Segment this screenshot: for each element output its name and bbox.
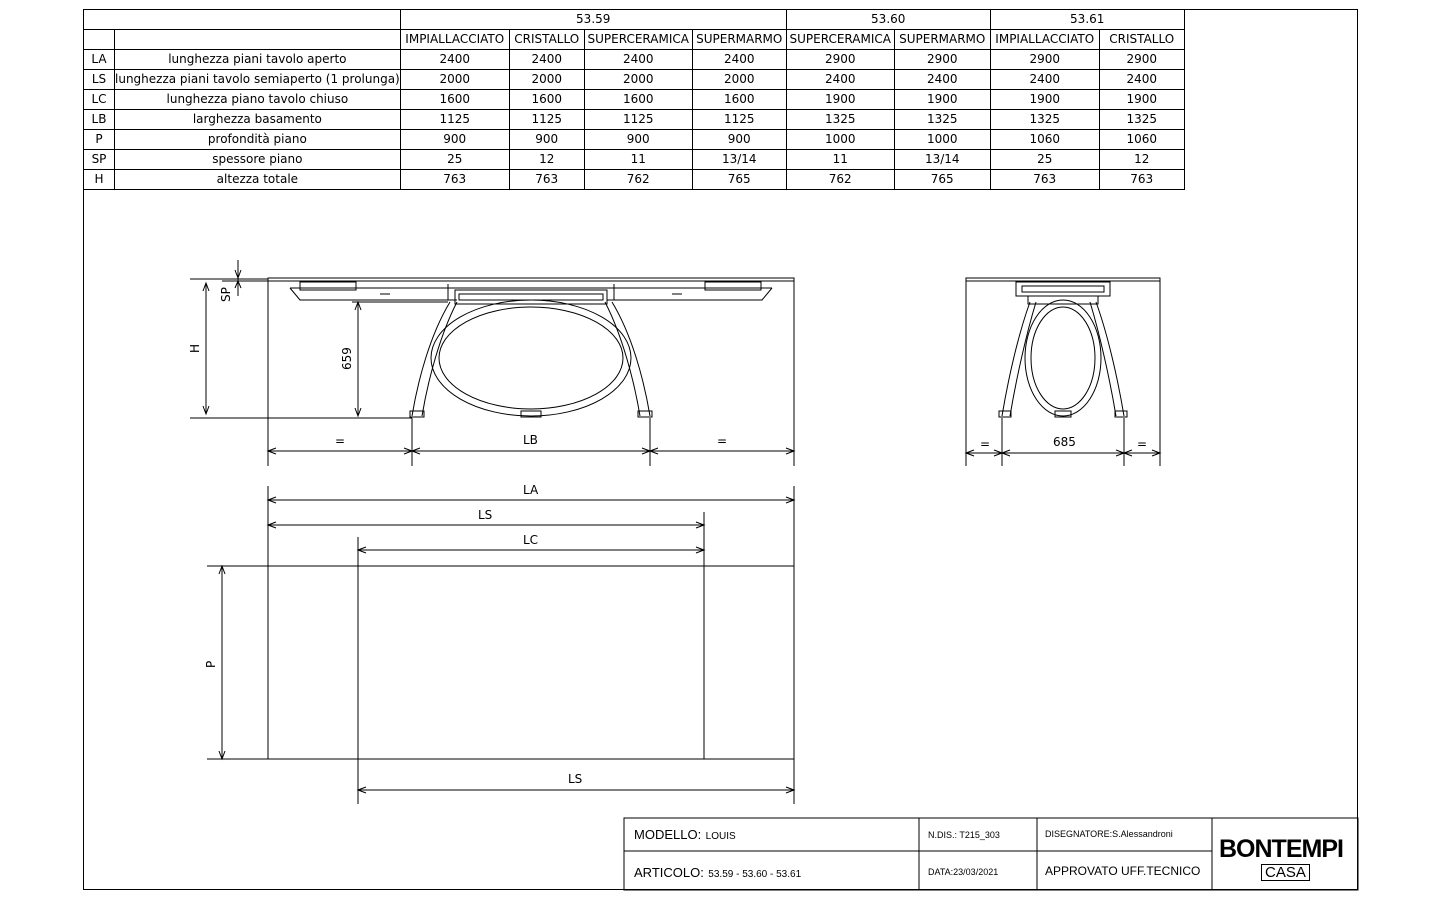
row-code: LA	[84, 50, 115, 70]
column-header: SUPERMARMO	[692, 30, 786, 50]
column-header: SUPERMARMO	[894, 30, 990, 50]
dim-label-ls: LS	[478, 508, 493, 522]
table-cell: 900	[400, 130, 509, 150]
bontempi-logo	[1219, 828, 1355, 884]
dim-label-sp: SP	[219, 287, 233, 302]
table-cell: 2000	[400, 70, 509, 90]
dim-label-eq: =	[980, 437, 991, 451]
table-cell: 1125	[584, 110, 692, 130]
dim-label-la: LA	[523, 483, 539, 497]
column-header: IMPIALLACCIATO	[990, 30, 1099, 50]
row-description: altezza totale	[115, 170, 401, 190]
row-code: LS	[84, 70, 115, 90]
table-cell: 763	[509, 170, 584, 190]
table-cell: 1325	[990, 110, 1099, 130]
table-cell: 2000	[692, 70, 786, 90]
table-cell: 765	[692, 170, 786, 190]
table-cell: 2400	[692, 50, 786, 70]
dim-label-659: 659	[340, 347, 354, 370]
row-description: lunghezza piani tavolo aperto	[115, 50, 401, 70]
table-cell: 13/14	[692, 150, 786, 170]
table-cell: 2900	[990, 50, 1099, 70]
approval: APPROVATO UFF.TECNICO	[1045, 864, 1201, 878]
front-view	[190, 260, 794, 466]
modello-label: MODELLO:	[634, 827, 702, 842]
logo-subtitle: CASA	[1261, 864, 1310, 881]
column-header: CRISTALLO	[1099, 30, 1184, 50]
row-description: lunghezza piano tavolo chiuso	[115, 90, 401, 110]
table-cell: 1125	[692, 110, 786, 130]
table-cell: 2400	[894, 70, 990, 90]
table-cell: 1900	[1099, 90, 1184, 110]
dim-label-ls: LS	[568, 772, 583, 786]
table-cell: 2400	[584, 50, 692, 70]
dim-label-eq: =	[1137, 437, 1148, 451]
table-cell: 1900	[894, 90, 990, 110]
modello-value: LOUIS	[705, 831, 736, 842]
dim-label-h: H	[188, 343, 202, 353]
table-cell: 2400	[990, 70, 1099, 90]
drawing-number: N.DIS.: T215_303	[928, 830, 1000, 840]
table-cell: 1325	[894, 110, 990, 130]
row-code: LC	[84, 90, 115, 110]
table-cell: 1900	[990, 90, 1099, 110]
table-cell: 12	[1099, 150, 1184, 170]
logo-wordmark: BONTEMPI	[1219, 835, 1343, 863]
table-cell: 2900	[1099, 50, 1184, 70]
table-cell: 2900	[894, 50, 990, 70]
group-header: 53.60	[786, 10, 990, 30]
row-description: larghezza basamento	[115, 110, 401, 130]
modello-field	[634, 826, 736, 844]
table-cell: 1000	[894, 130, 990, 150]
table-cell: 900	[584, 130, 692, 150]
table-cell: 900	[509, 130, 584, 150]
table-cell: 1600	[400, 90, 509, 110]
table-cell: 1125	[509, 110, 584, 130]
dim-label-lc: LC	[523, 533, 539, 547]
dim-label-p: P	[204, 660, 218, 668]
column-header: IMPIALLACCIATO	[400, 30, 509, 50]
group-header: 53.61	[990, 10, 1184, 30]
row-description: profondità piano	[115, 130, 401, 150]
dim-label-eq: =	[717, 434, 728, 448]
articolo-value: 53.59 - 53.60 - 53.61	[708, 869, 802, 880]
table-cell: 763	[400, 170, 509, 190]
articolo-label: ARTICOLO:	[634, 865, 704, 880]
plan-view	[207, 486, 794, 804]
table-cell: 1060	[1099, 130, 1184, 150]
table-cell: 2400	[1099, 70, 1184, 90]
row-description: lunghezza piani tavolo semiaperto (1 prolunga)	[115, 70, 401, 90]
table-cell: 762	[786, 170, 894, 190]
drawing-date: DATA:23/03/2021	[928, 867, 999, 877]
group-header: 53.59	[400, 10, 786, 30]
row-code: SP	[84, 150, 115, 170]
table-cell: 1125	[400, 110, 509, 130]
table-cell: 900	[692, 130, 786, 150]
row-code: P	[84, 130, 115, 150]
table-cell: 1325	[1099, 110, 1184, 130]
row-code: LB	[84, 110, 115, 130]
table-cell: 12	[509, 150, 584, 170]
table-cell: 1060	[990, 130, 1099, 150]
table-cell: 2000	[509, 70, 584, 90]
table-cell: 1325	[786, 110, 894, 130]
table-cell: 1900	[786, 90, 894, 110]
table-cell: 763	[990, 170, 1099, 190]
dim-label-lb: LB	[523, 433, 538, 447]
table-cell: 13/14	[894, 150, 990, 170]
table-cell: 11	[786, 150, 894, 170]
table-cell: 1600	[692, 90, 786, 110]
articolo-field	[634, 864, 801, 882]
table-cell: 1000	[786, 130, 894, 150]
table-cell: 765	[894, 170, 990, 190]
dim-label-685: 685	[1053, 435, 1076, 449]
designer: DISEGNATORE:S.Alessandroni	[1045, 829, 1173, 839]
table-cell: 762	[584, 170, 692, 190]
row-code: H	[84, 170, 115, 190]
table-cell: 2400	[400, 50, 509, 70]
table-cell: 25	[990, 150, 1099, 170]
table-cell: 2400	[786, 70, 894, 90]
column-header: CRISTALLO	[509, 30, 584, 50]
table-cell: 763	[1099, 170, 1184, 190]
table-cell: 2900	[786, 50, 894, 70]
dim-label-eq: =	[335, 434, 346, 448]
column-header: SUPERCERAMICA	[584, 30, 692, 50]
table-cell: 1600	[584, 90, 692, 110]
column-header: SUPERCERAMICA	[786, 30, 894, 50]
row-description: spessore piano	[115, 150, 401, 170]
table-cell: 2400	[509, 50, 584, 70]
table-cell: 25	[400, 150, 509, 170]
table-cell: 11	[584, 150, 692, 170]
table-cell: 2000	[584, 70, 692, 90]
table-cell: 1600	[509, 90, 584, 110]
